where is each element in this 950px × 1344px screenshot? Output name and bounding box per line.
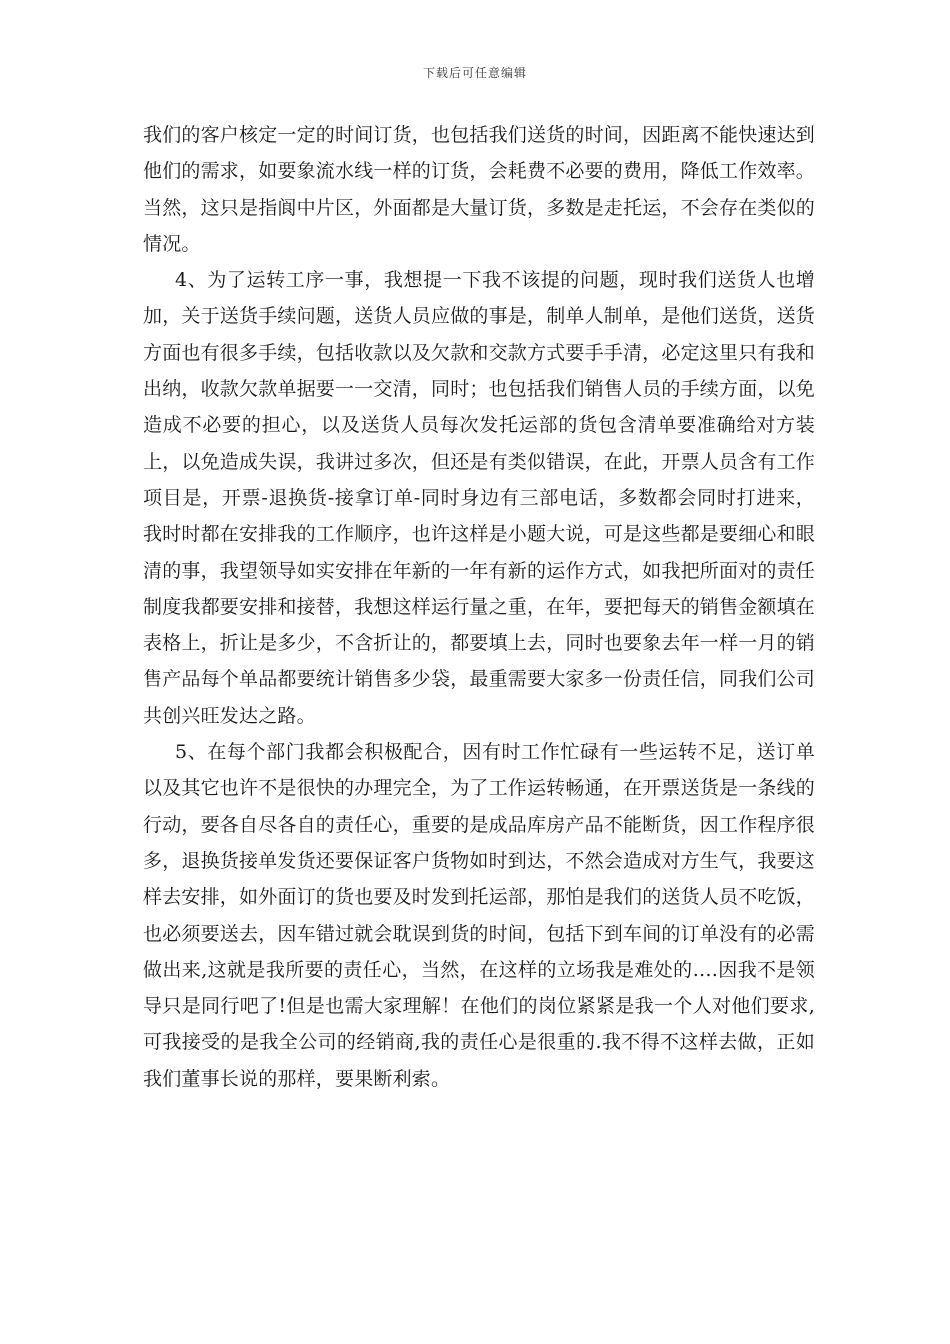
paragraph-2: 4、为了运转工序一事，我想提一下我不该提的问题，现时我们送货人也增加，关于送货手续问题，送货人员应做的事是，制单人制单，是他们送货，送货方面也有很多手续，包括收款以及欠款和交款方式要手手清，必定这里只有我和出纳，收款欠款单据要一一交清，同时；也包括我们销售人员的手续方面，以免造成不必要的担心，以及送货人员每次发托运部的货包含清单要准确给对方装上，以免造成失误，我讲过多次，但还是有类似错误，在此，开票人员含有工作项目是，开票-退换货-接拿订单-同时身边有三部电话，多数都会同时打进来，我时时都在安排我的工作顺序，也许这样是小题大说，可是这些都是要细心和眼清的事，我望领导如实安排在年新的一年有新的运作方式，如我把所面对的责任制度我都要安排和接替，我想这样运行量之重，在年，要把每天的销售金额填在表格上，折让是多少，不含折让的，都要填上去，同时也要象去年一样一月的销售产品每个单品都要统计销售多少袋，最重需要大家多一份责任信，同我们公司共创兴旺发达之路。: [143, 269, 816, 727]
document-body: [143, 117, 815, 1097]
paragraph-3: 5、在每个部门我都会积极配合，因有时工作忙碌有一些运转不足，送订单以及其它也许不是很快的办理完全，为了工作运转畅通，在开票送货是一条线的行动，要各自尽各自的责任心，重要的是成品库房产品不能断货，因工作程序很多，退换货接单发货还要保证客户货物如时到达，不然会造成对方生气，我要这样去安排，如外面订的货也要及时发到托运部，那怕是我们的送货人员不吃饭，也必须要送去，因车错过就会耽误到货的时间，包括下到车间的订单没有的必需做出来,这就是我所要的责任心，当然，在这样的立场我是难处的….因我不是领导只是同行吧了!但是也需大家理解！在他们的岗位紧紧是我一个人对他们要求,可我接受的是我全公司的经销商,我的责任心是很重的.我不得不这样去做，正如我们董事长说的那样，要果断利索。: [143, 741, 816, 1090]
paragraph-1: 我们的客户核定一定的时间订货，也包括我们送货的时间，因距离不能快速达到他们的需求，如要象流水线一样的订货，会耗费不必要的费用，降低工作效率。当然，这只是指阆中片区，外面都是大量订货，多数是走托运，不会存在类似的情况。: [143, 124, 816, 255]
page-header-note: 下载后可任意编辑: [422, 66, 527, 80]
